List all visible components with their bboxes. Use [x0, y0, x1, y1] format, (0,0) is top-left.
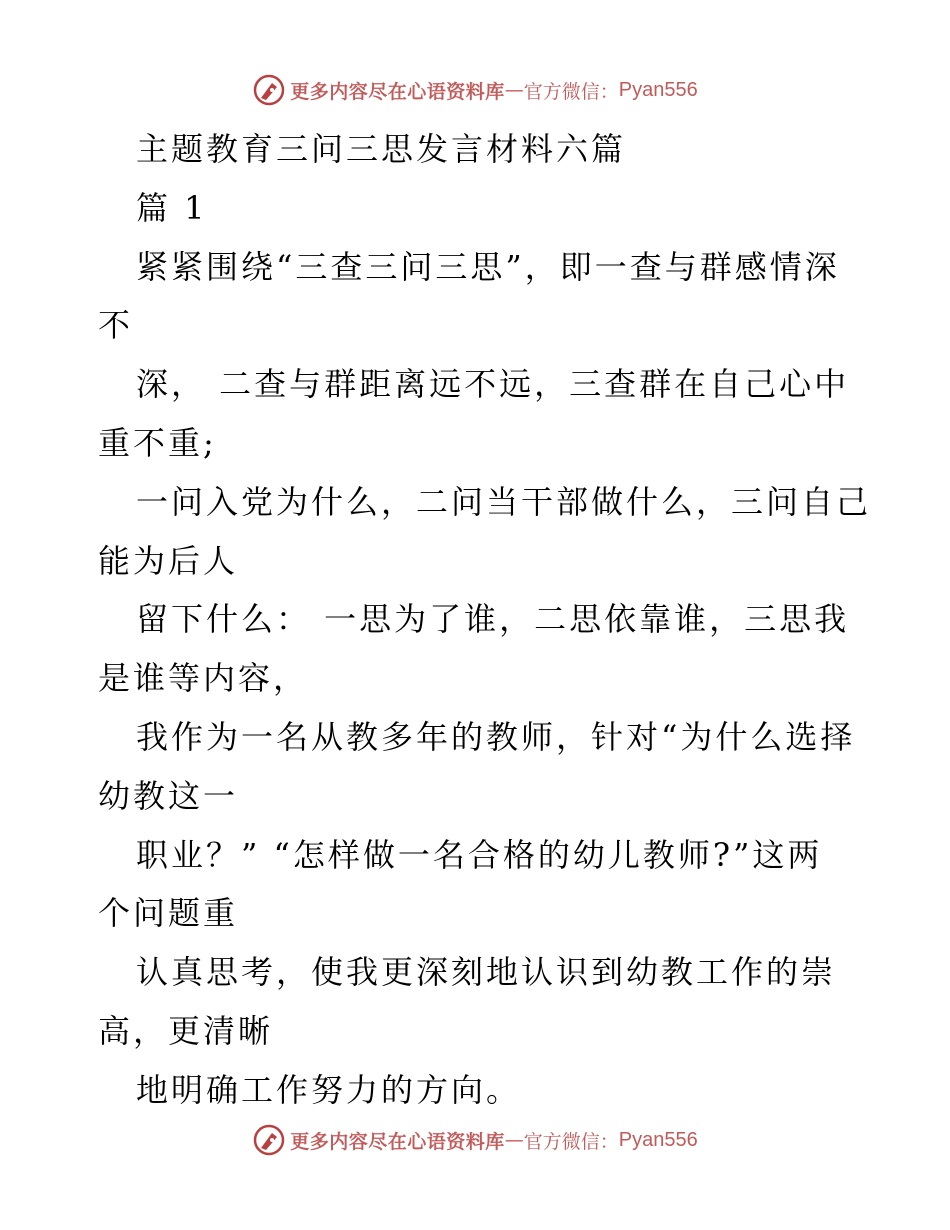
watermark-wechat-id: Pyan556: [618, 1128, 698, 1151]
text-line: 认真思考，使我更深刻地认识到幼教工作的崇: [136, 953, 837, 992]
text-line: 不: [98, 306, 134, 345]
text-line: 能为后人: [98, 541, 239, 580]
text-line: 深， 二查与群距离远不远，三查群在自己心中: [136, 365, 850, 404]
text-line: 高，更清晰: [98, 1011, 274, 1050]
document-title: 主题教育三问三思发言材料六篇: [136, 130, 627, 168]
watermark-wechat-label: 官方微信：: [523, 80, 619, 103]
pen-nib-logo-icon: [252, 73, 286, 107]
watermark-separator: —: [504, 79, 524, 101]
watermark-site-text: 更多内容尽在心语资料库: [290, 1130, 505, 1153]
text-line: 紧紧围绕“三查三问三思”，即一查与群感情深: [136, 247, 840, 286]
section-heading: 篇 1: [136, 188, 208, 227]
document-body: [98, 120, 872, 1120]
text-line: 一问入党为什么，二问当干部做什么，三问自己: [136, 482, 872, 521]
text-line: 职业？” “怎样做一名合格的幼儿教师?”这两: [136, 835, 823, 874]
text-line: 是谁等内容，: [98, 659, 309, 698]
watermark-separator: —: [504, 1129, 524, 1151]
watermark-wechat-id: Pyan556: [618, 78, 698, 101]
header-watermark: [0, 70, 950, 110]
pen-nib-logo-icon: [252, 1123, 286, 1157]
footer-watermark: [0, 1120, 950, 1160]
watermark-site-text: 更多内容尽在心语资料库: [290, 80, 505, 103]
text-line: 重不重;: [98, 423, 217, 462]
watermark-wechat-label: 官方微信：: [523, 1130, 619, 1153]
text-line: 我作为一名从教多年的教师，针对“为什么选择: [136, 717, 856, 756]
text-line: 留下什么： 一思为了谁，二思依靠谁，三思我: [136, 600, 850, 639]
text-line: 个问题重: [98, 894, 239, 933]
text-line: 地明确工作努力的方向。: [136, 1070, 522, 1109]
text-line: 幼教这一: [98, 776, 239, 815]
